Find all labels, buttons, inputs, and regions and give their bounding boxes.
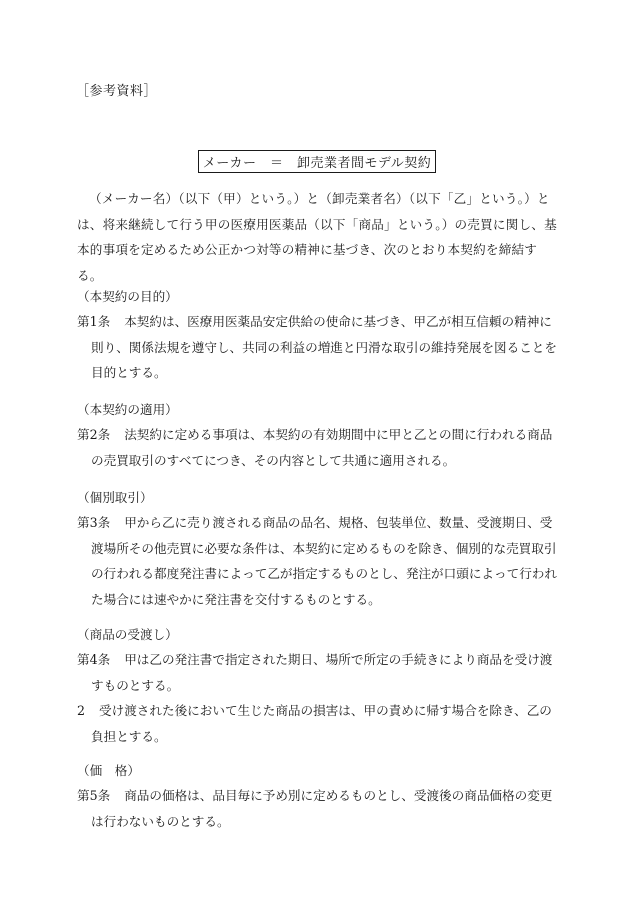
article-number: 第4条 <box>77 652 111 667</box>
article-number: 第5条 <box>77 788 111 803</box>
article-text: 法契約に定める事項は、本契約の有効期間中に甲と乙との間に行われる商品の売買取引のすべてにつき、その内容として共通に適用される。 <box>91 427 553 468</box>
article-3 <box>77 485 563 612</box>
article-body <box>77 422 563 473</box>
contract-title: メーカー ＝ 卸売業者間モデル契約 <box>198 150 437 173</box>
article-5 <box>77 758 563 834</box>
article-body <box>77 783 563 834</box>
article-2 <box>77 397 563 473</box>
article-number: 第3条 <box>77 515 111 530</box>
article-text: 商品の価格は、品目毎に予め別に定めるものとし、受渡後の商品価格の変更は行わないものとする。 <box>91 788 553 829</box>
article-text: 本契約は、医療用医薬品安定供給の使命に基づき、甲乙が相互信頼の精神に則り、関係法規を遵守し、共同の利益の増進と円滑な取引の維持発展を図ることを目的とする。 <box>91 314 557 380</box>
article-4 <box>77 622 563 749</box>
article-1 <box>77 284 563 386</box>
article-number: 第1条 <box>77 314 111 329</box>
title-container <box>0 150 630 173</box>
preamble: （メーカー名）（以下（甲）という。）と（卸売業者名）（以下「乙」という。）とは、将来継続して行う甲の医療用医薬品（以下「商品」という。）の売買に関し、基本的事項を定めるため公正かつ対等の精神に基づき、次のとおり本契約を締結する。 <box>77 191 557 283</box>
article-text: 甲は乙の発注書で指定された期日、場所で所定の手続きにより商品を受け渡すものとする。 <box>91 652 553 693</box>
article-body <box>77 647 563 698</box>
article-heading: （価 格） <box>77 763 140 778</box>
article-number: 第2条 <box>77 427 111 442</box>
paragraph-text: 受け渡された後において生じた商品の損害は、甲の責めに帰す場合を除き、乙の負担とする。 <box>91 703 552 744</box>
article-heading: （個別取引） <box>77 490 153 505</box>
reference-label: ［参考資料］ <box>76 84 158 99</box>
article-text: 甲から乙に売り渡される商品の品名、規格、包装単位、数量、受渡期日、受渡場所その他売買に必要な条件は、本契約に定めるものを除き、個別的な売買取引の行われる都度発注書によって乙が指定するものとし、発注が口頭によって行われた場合には速やかに発注書を交付するものとする。 <box>91 515 557 607</box>
article-body <box>77 510 563 612</box>
paragraph-number: 2 <box>77 703 86 718</box>
article-paragraph-2 <box>77 698 563 749</box>
article-heading: （商品の受渡し） <box>77 627 178 642</box>
article-heading: （本契約の目的） <box>77 289 178 304</box>
article-heading: （本契約の適用） <box>77 402 178 417</box>
article-body <box>77 309 563 386</box>
